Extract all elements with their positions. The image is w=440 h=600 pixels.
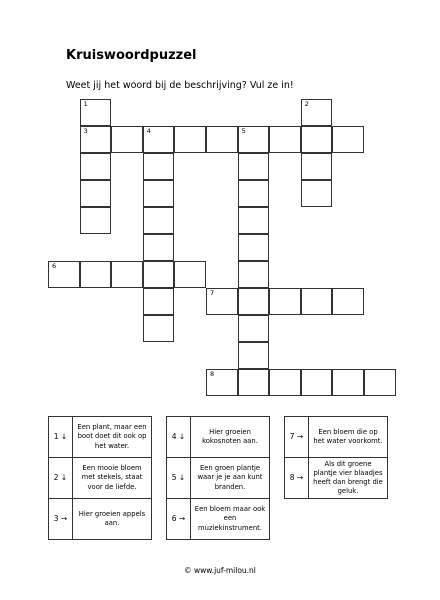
crossword-cell[interactable]: [143, 126, 175, 153]
crossword-cell[interactable]: [238, 153, 270, 180]
crossword-cell[interactable]: [143, 315, 175, 342]
crossword-cell[interactable]: [80, 153, 112, 180]
crossword-cell[interactable]: [80, 126, 112, 153]
clue-number-label: 5: [241, 127, 246, 135]
crossword-cell[interactable]: [111, 126, 143, 153]
instructions: Weet jij het woord bij de beschrijving? Vul ze in!: [66, 80, 294, 91]
clue-number-label: 3: [83, 127, 88, 135]
clue-number-label: 7: [210, 289, 215, 297]
clue-text: Een mooie bloem met stekels, staat voor de liefde.: [73, 458, 152, 499]
clue-row: [167, 417, 270, 458]
crossword-cell[interactable]: [301, 99, 333, 126]
crossword-cell[interactable]: [143, 180, 175, 207]
clue-number-label: 6: [52, 262, 57, 270]
crossword-cell[interactable]: [143, 261, 175, 288]
clue-number: 2 ↓: [49, 458, 73, 499]
crossword-cell[interactable]: [238, 180, 270, 207]
crossword-cell[interactable]: [238, 261, 270, 288]
crossword-cell[interactable]: [301, 126, 333, 153]
crossword-cell[interactable]: [269, 288, 301, 315]
crossword-cell[interactable]: [143, 207, 175, 234]
crossword-cell[interactable]: [206, 126, 238, 153]
clue-row: [285, 458, 388, 499]
clue-row: [285, 417, 388, 458]
crossword-cell[interactable]: [332, 126, 364, 153]
crossword-cell[interactable]: [269, 126, 301, 153]
crossword-cell[interactable]: [301, 153, 333, 180]
clue-text: Hier groeien kokosnoten aan.: [191, 417, 270, 458]
crossword-cell[interactable]: [238, 234, 270, 261]
crossword-cell[interactable]: [80, 180, 112, 207]
crossword-cell[interactable]: [301, 180, 333, 207]
crossword-cell[interactable]: [174, 126, 206, 153]
clue-row: [49, 417, 152, 458]
crossword-cell[interactable]: [143, 234, 175, 261]
clue-table-1: [48, 416, 152, 540]
clue-number: 6 →: [167, 499, 191, 540]
clue-row: [49, 458, 152, 499]
clue-number-label: 4: [146, 127, 151, 135]
crossword-cell[interactable]: [206, 369, 238, 396]
clue-row: [167, 499, 270, 540]
crossword-cell[interactable]: [80, 207, 112, 234]
crossword-cell[interactable]: [332, 288, 364, 315]
crossword-cell[interactable]: [364, 369, 396, 396]
crossword-cell[interactable]: [238, 207, 270, 234]
clue-row: [49, 499, 152, 540]
clue-number: 5 ↓: [167, 458, 191, 499]
clue-text: Een groen plantje waar je je aan kunt branden.: [191, 458, 270, 499]
clue-number: 1 ↓: [49, 417, 73, 458]
clue-number: 7 →: [285, 417, 309, 458]
crossword-cell[interactable]: [80, 99, 112, 126]
copyright-footer: © www.juf-milou.nl: [184, 566, 256, 575]
crossword-cell[interactable]: [143, 153, 175, 180]
clue-text: Een bloem maar ook een muziekinstrument.: [191, 499, 270, 540]
clue-number: 3 →: [49, 499, 73, 540]
crossword-cell[interactable]: [269, 369, 301, 396]
clue-text: Een bloem die op het water voorkomt.: [309, 417, 388, 458]
crossword-cell[interactable]: [238, 369, 270, 396]
clue-number-label: 8: [210, 370, 215, 378]
clue-text: Hier groeien appels aan.: [73, 499, 152, 540]
clue-number: 8 →: [285, 458, 309, 499]
crossword-cell[interactable]: [174, 261, 206, 288]
crossword-cell[interactable]: [206, 288, 238, 315]
page-title: Kruiswoordpuzzel: [66, 48, 197, 63]
clue-number-label: 1: [83, 100, 88, 108]
clue-number-label: 2: [304, 100, 309, 108]
crossword-cell[interactable]: [238, 288, 270, 315]
clue-row: [167, 458, 270, 499]
crossword-cell[interactable]: [332, 369, 364, 396]
clue-table-3: [284, 416, 388, 499]
clue-text: Als dit groene plantje vier blaadjes heeft dan brengt die geluk.: [309, 458, 388, 499]
crossword-cell[interactable]: [238, 126, 270, 153]
crossword-cell[interactable]: [238, 342, 270, 369]
clue-table-2: [166, 416, 270, 540]
crossword-cell[interactable]: [301, 369, 333, 396]
crossword-cell[interactable]: [238, 315, 270, 342]
clue-text: Een plant, maar een boot doet dit ook op het water.: [73, 417, 152, 458]
crossword-cell[interactable]: [301, 288, 333, 315]
crossword-cell[interactable]: [111, 261, 143, 288]
crossword-cell[interactable]: [48, 261, 80, 288]
crossword-cell[interactable]: [80, 261, 112, 288]
clue-number: 4 ↓: [167, 417, 191, 458]
crossword-cell[interactable]: [143, 288, 175, 315]
